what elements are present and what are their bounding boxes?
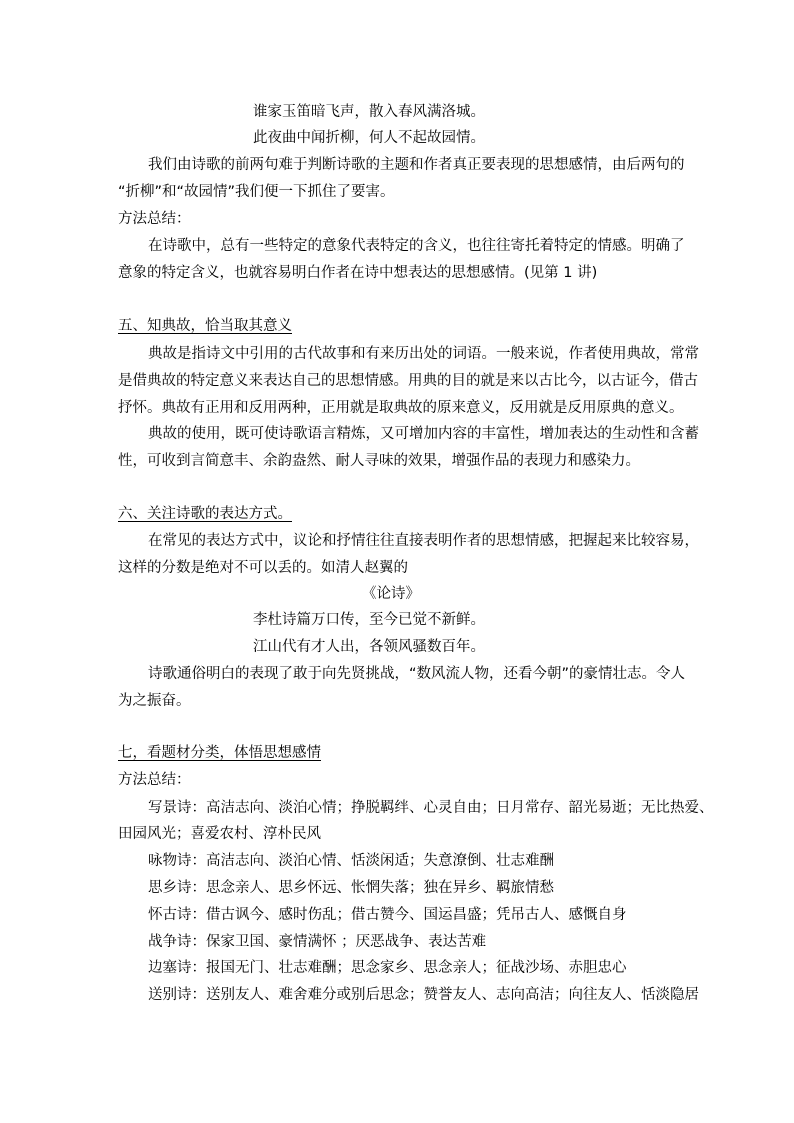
section-5-heading: 五、知典故，恰当取其意义 (118, 318, 292, 334)
poem-line-2: 此夜曲中闻折柳，何人不起故园情。 (253, 130, 485, 146)
expression-line-1: 在常见的表达方式中，议论和抒情往往直接表明作者的思想情感，把握起来比较容易， (148, 533, 699, 549)
section-7-heading: 七，看题材分类，体悟思想感情 (118, 745, 321, 761)
poem-title: 《论诗》 (362, 586, 420, 602)
category-object: 咏物诗：高洁志向、淡泊心情、恬淡闲适；失意潦倒、壮志难酬 (148, 853, 554, 869)
category-frontier: 边塞诗：报国无门、壮志难酬；思念家乡、思念亲人；征战沙场、赤胆忠心 (148, 960, 627, 976)
category-war: 战争诗：保家卫国、豪情满怀 ；厌恶战争、表达苦难 (148, 934, 487, 950)
method-summary-label-2: 方法总结： (118, 772, 191, 788)
allusion-line-5: 性，可收到言简意丰、余韵盎然、耐人寻味的效果，增强作品的表现力和感染力。 (118, 453, 640, 469)
poem2-line-2: 江山代有才人出，各领风骚数百年。 (253, 639, 485, 655)
analysis-line-1: 我们由诗歌的前两句难于判断诗歌的主题和作者真正要表现的思想感情，由后两句的 (148, 157, 685, 173)
allusion-line-4: 典故的使用，既可使诗歌语言精炼，又可增加内容的丰富性，增加表达的生动性和含蓄 (148, 426, 699, 442)
allusion-line-2: 是借典故的特定意义来表达自己的思想情感。用典的目的就是来以古比今，以古证今，借古 (118, 373, 698, 389)
category-history: 怀古诗：借古讽今、感时伤乱；借古赞今、国运昌盛；凭吊古人、感慨自身 (148, 907, 627, 923)
allusion-line-1: 典故是指诗文中引用的古代故事和有来历出处的词语。一般来说，作者使用典故，常常 (148, 346, 699, 362)
allusion-line-3: 抒怀。典故有正用和反用两种，正用就是取典故的原来意义，反用就是反用原典的意义。 (118, 400, 684, 416)
poem-line-1: 谁家玉笛暗飞声，散入春风满洛城。 (253, 104, 485, 120)
comment-line-2: 为之振奋。 (118, 693, 191, 709)
category-farewell: 送别诗：送别友人、难舍难分或别后思念；赞誉友人、志向高洁；向往友人、恬淡隐居 (148, 987, 699, 1003)
analysis-line-2: “折柳”和“故园情”我们便一下抓住了要害。 (118, 184, 395, 200)
comment-line-1: 诗歌通俗明白的表现了敢于向先贤挑战，“数风流人物，还看今朝”的豪情壮志。令人 (148, 666, 686, 682)
expression-line-2: 这样的分数是绝对不可以丢的。如清人赵翼的 (118, 560, 408, 576)
method-summary-label-1: 方法总结： (118, 211, 191, 227)
imagery-line-2: 意象的特定含义，也就容易明白作者在诗中想表达的思想感情。(见第 1 讲) (118, 265, 598, 281)
category-homesick: 思乡诗：思念亲人、思乡怀远、怅惘失落；独在异乡、羁旅情愁 (148, 880, 554, 896)
category-landscape-1: 写景诗：高洁志向、淡泊心情；挣脱羁绊、心灵自由；日月常存、韶光易逝；无比热爱、 (148, 800, 714, 816)
category-landscape-2: 田园风光；喜爱农村、淳朴民风 (118, 826, 321, 842)
section-6-heading: 六、关注诗歌的表达方式。 (118, 506, 292, 522)
poem2-line-1: 李杜诗篇万口传，至今已觉不新鲜。 (253, 612, 485, 628)
imagery-line-1: 在诗歌中，总有一些特定的意象代表特定的含义，也往往寄托着特定的情感。明确了 (148, 238, 685, 254)
